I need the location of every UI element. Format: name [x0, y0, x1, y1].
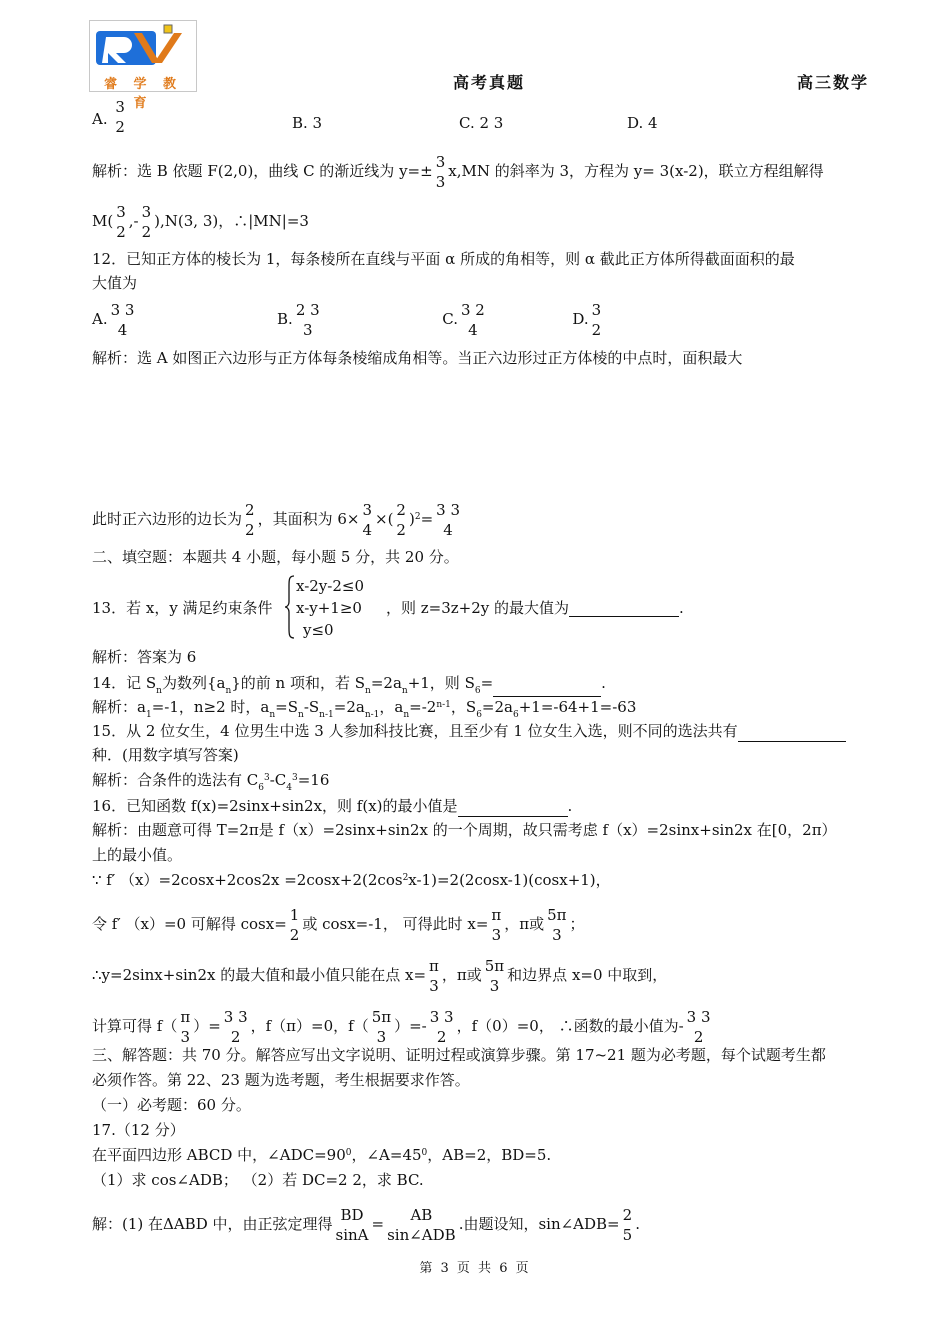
q13-stem-a: 13．若 x，y 满足约束条件	[92, 599, 273, 617]
q17-stem: 在平面四边形 ABCD 中，$\angle ADC=90^0$，$\angle A=45^0$，AB=2，BD=5.	[92, 1146, 552, 1164]
q16-solution-line4: 令 f′ （x）=0 可解得 cosx= 1 2 或 cosx=-1， 可得此时 x= π 3 ，π或 5π 3 ；	[92, 906, 585, 944]
q13-solution: 解析：答案为 6	[92, 648, 197, 666]
page-footer: 第 3 页 共 6 页	[419, 1261, 531, 1276]
section2-heading: 二、填空题：本题共 4 小题，每小题 5 分，共 20 分。	[92, 548, 459, 566]
q16-solution-line6: 计算可得 f（ π 3 ）= 3 3 2 ，f（π）=0，f（ 5π 3 ）=- 3 3 2 ，f（0）=0， ∴函数的最小值为- 3 3 2	[92, 1008, 711, 1046]
q13-constraint-2: x-y+1≥0	[296, 599, 362, 617]
q16-solution-line3: ∵ f′ $(x)=2\cos x+2\cos 2x =2\cos x+2(2\cos^2x-1)=2(2\cos x-1)(\cos x+1)$，	[92, 871, 611, 889]
q16-stem: 16．已知函数 f(x)=2sinx+sin2x，则 f(x)的最小值是 .	[92, 797, 573, 815]
q12-solution-line1: 解析：选 A 如图正六边形与正方体每条棱缩成角相等。当正六边形过正方体棱的中点时，面积最大	[92, 349, 743, 367]
section3-line3: （一）必考题：60 分。	[92, 1096, 251, 1114]
q12-solution-line2: 此时正六边形的边长为 2 2 ，其面积为 6× 3 4 ×( 2 2 )$^2$= 3 3 4	[92, 501, 460, 539]
brand-logo	[89, 20, 197, 111]
q11-solution-line2: M( 3 2 ,- 3 2 ),N(3, 3)，∴|MN|=3	[92, 203, 309, 241]
q14-stem: 14．记 $S_n$为数列$\{a_n\}$的前 n 项和，若 $S_n=2a_n+1$，则 $S_6=$ .	[92, 674, 606, 696]
logo-mark-icon	[90, 21, 196, 77]
q11-option-b: B. 3	[292, 114, 323, 132]
q17-parts: （1）求 cos∠ADB； （2）若 DC=2 2，求 BC.	[92, 1171, 424, 1189]
q12-stem-line2: 大值为	[92, 274, 138, 292]
logo-text: 睿 学 教 育	[103, 77, 183, 111]
q15-stem-line2: 种．(用数字填写答案)	[92, 746, 239, 764]
q15-stem-line1: 15．从 2 位女生，4 位男生中选 3 人参加科技比赛，且至少有 1 位女生入选，则不同的选法共有	[92, 720, 846, 742]
q11-option-a: A. 3 2	[92, 98, 125, 136]
section3-line1: 三、解答题：共 70 分。解答应写出文字说明、证明过程或演算步骤。第 17~21 题为必考题，每个试题考生都	[92, 1046, 826, 1064]
q17-solution: 解：(1) 在ΔABD 中，由正弦定理得 BD sinA = AB sin∠ADB .由题设知，sin∠ADB= 2 5 .	[92, 1206, 640, 1244]
q13-constraint-3: y≤0	[303, 621, 334, 639]
header-subject: 高三数学	[797, 73, 870, 92]
q13-stem-b: ，则 z=3z+2y 的最大值为 .	[386, 599, 684, 617]
section3-line2: 必须作答。第 22、23 题为选考题，考生根据要求作答。	[92, 1071, 470, 1089]
q13-brace-icon	[284, 574, 296, 640]
q11-solution-line1: 解析：选 B 依题 F(2,0)，曲线 C 的渐近线为 y=± 3 3 x,MN 的斜率为 3，方程为 y= 3(x-2)，联立方程组解得	[92, 153, 824, 191]
q12-options: A. 3 3 4 B. 2 3 3 C. 3 2 4 D. 3 2	[92, 301, 602, 339]
q16-solution-line5: ∴y=2sinx+sin2x 的最大值和最小值只能在点 x= π 3 ，π或 5π 3 和边界点 x=0 中取到，	[92, 957, 668, 995]
q12-stem-line1: 12．已知正方体的棱长为 1，每条棱所在直线与平面 α 所成的角相等，则 α 截此正方体所得截面面积的最	[92, 250, 795, 268]
q11-option-d: D. 4	[627, 114, 658, 132]
q14-solution: 解析：$a_1=-1$，n≥2 时，$a_n=S_n-S_{n-1}=2a_{n-1}$，$a_n=-2^{n-1}$，$S_6=2a_6+1=-64+1=-63$	[92, 698, 637, 720]
q15-solution: 解析：合条件的选法有 $C_6^3-C_4^3=16$	[92, 771, 330, 793]
q16-solution-line2: 上的最小值。	[92, 846, 183, 864]
q13-constraint-1: x-2y-2≤0	[296, 577, 365, 595]
q11-option-c: C. 2 3	[459, 114, 504, 132]
header-title: 高考真题	[453, 73, 526, 92]
q16-solution-line1: 解析：由题意可得 T=2π是 f（x）=2sinx+sin2x 的一个周期，故只需考虑 f（x）=2sinx+sin2x 在[0，2π）	[92, 821, 837, 839]
q17-title: 17.（12 分）	[92, 1121, 185, 1139]
